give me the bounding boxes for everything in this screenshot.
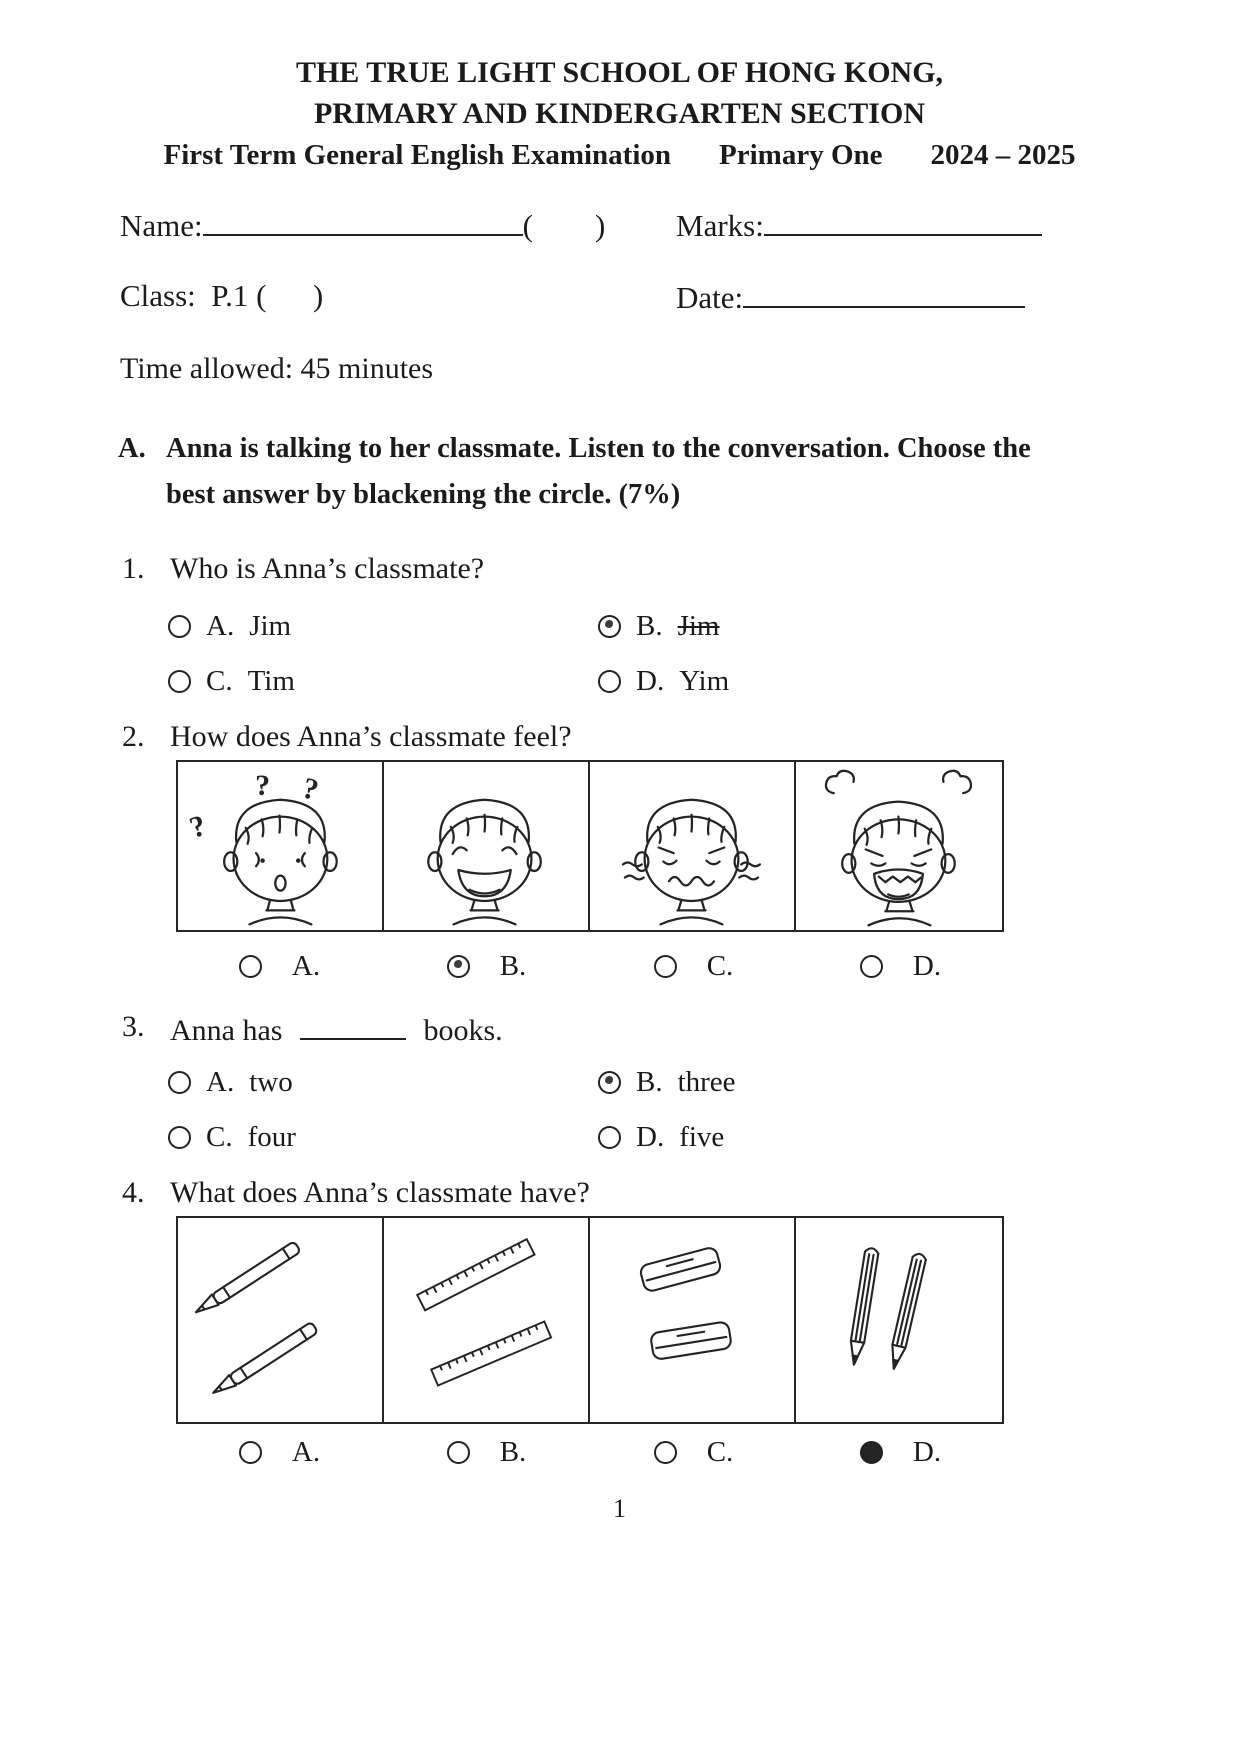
q4-option-b-circle[interactable] bbox=[447, 1441, 470, 1464]
name-blank[interactable] bbox=[203, 206, 523, 236]
q2-option-c-label: C. bbox=[706, 950, 734, 982]
q1-option-d-label: D. bbox=[636, 665, 665, 697]
q1-number: 1. bbox=[122, 552, 145, 585]
q1-option-c[interactable] bbox=[168, 665, 295, 698]
svg-text:?: ? bbox=[185, 809, 211, 846]
q3-option-a-label: A. bbox=[206, 1066, 235, 1098]
q1-option-a-label: A. bbox=[206, 610, 235, 642]
pencils-icon bbox=[798, 1222, 1000, 1418]
q1-option-d-circle[interactable] bbox=[598, 670, 621, 693]
q1-option-c-label: C. bbox=[206, 665, 233, 697]
q3-option-d-label: D. bbox=[636, 1121, 665, 1153]
q4-option-a-circle[interactable] bbox=[239, 1441, 262, 1464]
q2-image-cell-b bbox=[384, 762, 590, 930]
q4-option-a[interactable] bbox=[176, 1436, 383, 1469]
exam-title: First Term General English Examination bbox=[163, 139, 672, 171]
q1-option-b[interactable] bbox=[598, 610, 720, 643]
q4-option-d[interactable] bbox=[797, 1436, 1004, 1469]
q3-text-after: books. bbox=[423, 1014, 503, 1047]
q2-option-a[interactable] bbox=[176, 950, 383, 983]
date-label: Date: bbox=[676, 280, 744, 315]
q2-option-b-circle[interactable] bbox=[447, 955, 470, 978]
q2-option-c[interactable] bbox=[590, 950, 797, 983]
q4-options-row bbox=[176, 1436, 1004, 1469]
rulers-icon bbox=[386, 1222, 586, 1418]
angry-face-icon bbox=[798, 765, 1000, 926]
q3-option-a-text: two bbox=[249, 1066, 293, 1098]
q1-option-b-text: Jim bbox=[677, 610, 720, 642]
q3-option-b-circle[interactable] bbox=[598, 1071, 621, 1094]
q2-option-a-circle[interactable] bbox=[239, 955, 262, 978]
class-value: P.1 ( ) bbox=[211, 278, 324, 313]
q4-option-c[interactable] bbox=[590, 1436, 797, 1469]
q3-option-d[interactable] bbox=[598, 1121, 724, 1154]
q4-number: 4. bbox=[122, 1176, 145, 1209]
marks-field-row bbox=[676, 206, 1042, 244]
class-field-row bbox=[120, 278, 323, 314]
q4-image-cell-d bbox=[796, 1218, 1002, 1422]
q2-option-a-label: A. bbox=[291, 950, 321, 982]
q2-number: 2. bbox=[122, 720, 145, 753]
q2-option-b[interactable] bbox=[383, 950, 590, 983]
q4-option-b-label: B. bbox=[499, 1436, 527, 1468]
exam-years: 2024 – 2025 bbox=[930, 139, 1076, 171]
q1-option-d[interactable] bbox=[598, 665, 729, 698]
page-number: 1 bbox=[613, 1494, 626, 1523]
q4-image-cell-b bbox=[384, 1218, 590, 1422]
q1-option-b-circle[interactable] bbox=[598, 615, 621, 638]
q3-option-d-text: five bbox=[679, 1121, 725, 1153]
worried-face-icon bbox=[592, 765, 792, 926]
q2-option-d-label: D. bbox=[912, 950, 942, 982]
q4-option-d-circle[interactable] bbox=[860, 1441, 883, 1464]
q3-blank[interactable] bbox=[300, 1010, 406, 1040]
erasers-icon bbox=[592, 1222, 792, 1418]
name-field-row bbox=[120, 206, 605, 244]
section-a-header bbox=[118, 426, 1038, 518]
name-paren: ( ) bbox=[522, 208, 606, 243]
marks-blank[interactable] bbox=[764, 206, 1042, 236]
svg-text:?: ? bbox=[255, 769, 271, 803]
question-2 bbox=[122, 720, 572, 754]
q2-options-row bbox=[176, 950, 1004, 983]
q2-option-d-circle[interactable] bbox=[860, 955, 883, 978]
q3-option-d-circle[interactable] bbox=[598, 1126, 621, 1149]
q3-text bbox=[170, 1010, 503, 1048]
q1-option-d-text: Yim bbox=[679, 665, 730, 697]
q1-option-c-text: Tim bbox=[247, 665, 295, 697]
q3-text-before: Anna has bbox=[170, 1014, 283, 1047]
q2-image-cell-c bbox=[590, 762, 796, 930]
q1-option-c-circle[interactable] bbox=[168, 670, 191, 693]
school-name-line2: PRIMARY AND KINDERGARTEN SECTION bbox=[313, 97, 925, 130]
q4-image-cell-a bbox=[178, 1218, 384, 1422]
q3-number: 3. bbox=[122, 1010, 145, 1043]
confused-face-icon bbox=[180, 765, 380, 926]
happy-face-icon bbox=[386, 765, 586, 926]
q4-option-d-label: D. bbox=[912, 1436, 942, 1468]
q3-option-a-circle[interactable] bbox=[168, 1071, 191, 1094]
q2-image-cell-d bbox=[796, 762, 1002, 930]
q4-option-c-label: C. bbox=[706, 1436, 734, 1468]
marks-label: Marks: bbox=[676, 208, 764, 243]
q3-option-b[interactable] bbox=[598, 1066, 736, 1099]
svg-text:?: ? bbox=[299, 771, 322, 808]
exam-level: Primary One bbox=[719, 139, 883, 171]
q2-image-table bbox=[176, 760, 1004, 932]
q1-option-a[interactable] bbox=[168, 610, 291, 643]
q1-option-b-label: B. bbox=[636, 610, 663, 642]
section-a-letter: A. bbox=[118, 433, 146, 464]
q4-image-cell-c bbox=[590, 1218, 796, 1422]
q3-option-c-label: C. bbox=[206, 1121, 233, 1153]
q2-option-d[interactable] bbox=[797, 950, 1004, 983]
q1-text: Who is Anna’s classmate? bbox=[170, 552, 485, 585]
time-allowed: Time allowed: 45 minutes bbox=[120, 352, 434, 385]
q3-option-c-circle[interactable] bbox=[168, 1126, 191, 1149]
q1-option-a-text: Jim bbox=[249, 610, 292, 642]
q3-option-a[interactable] bbox=[168, 1066, 293, 1099]
q4-text: What does Anna’s classmate have? bbox=[170, 1176, 590, 1209]
q4-option-c-circle[interactable] bbox=[654, 1441, 677, 1464]
q2-option-c-circle[interactable] bbox=[654, 955, 677, 978]
exam-title-row bbox=[0, 139, 1239, 172]
question-1 bbox=[122, 552, 484, 586]
date-blank[interactable] bbox=[743, 278, 1025, 308]
class-label: Class: bbox=[120, 278, 196, 313]
pens-icon bbox=[180, 1222, 380, 1418]
school-name-line1: THE TRUE LIGHT SCHOOL OF HONG KONG, bbox=[295, 56, 944, 89]
q4-option-b[interactable] bbox=[383, 1436, 590, 1469]
date-field-row bbox=[676, 278, 1025, 316]
q1-option-a-circle[interactable] bbox=[168, 615, 191, 638]
question-3 bbox=[122, 1010, 503, 1048]
q3-option-c-text: four bbox=[247, 1121, 296, 1153]
q3-option-b-text: three bbox=[677, 1066, 736, 1098]
q3-option-c[interactable] bbox=[168, 1121, 296, 1154]
q3-option-b-label: B. bbox=[636, 1066, 663, 1098]
question-4 bbox=[122, 1176, 590, 1210]
q2-text: How does Anna’s classmate feel? bbox=[170, 720, 572, 753]
q2-option-b-label: B. bbox=[499, 950, 527, 982]
section-a-instruction: Anna is talking to her classmate. Listen to the conversation. Choose the best answer by blackening the circle. (7%) bbox=[166, 433, 1031, 511]
q4-image-table bbox=[176, 1216, 1004, 1424]
q4-option-a-label: A. bbox=[291, 1436, 321, 1468]
q2-image-cell-a bbox=[178, 762, 384, 930]
name-label: Name: bbox=[120, 208, 203, 243]
